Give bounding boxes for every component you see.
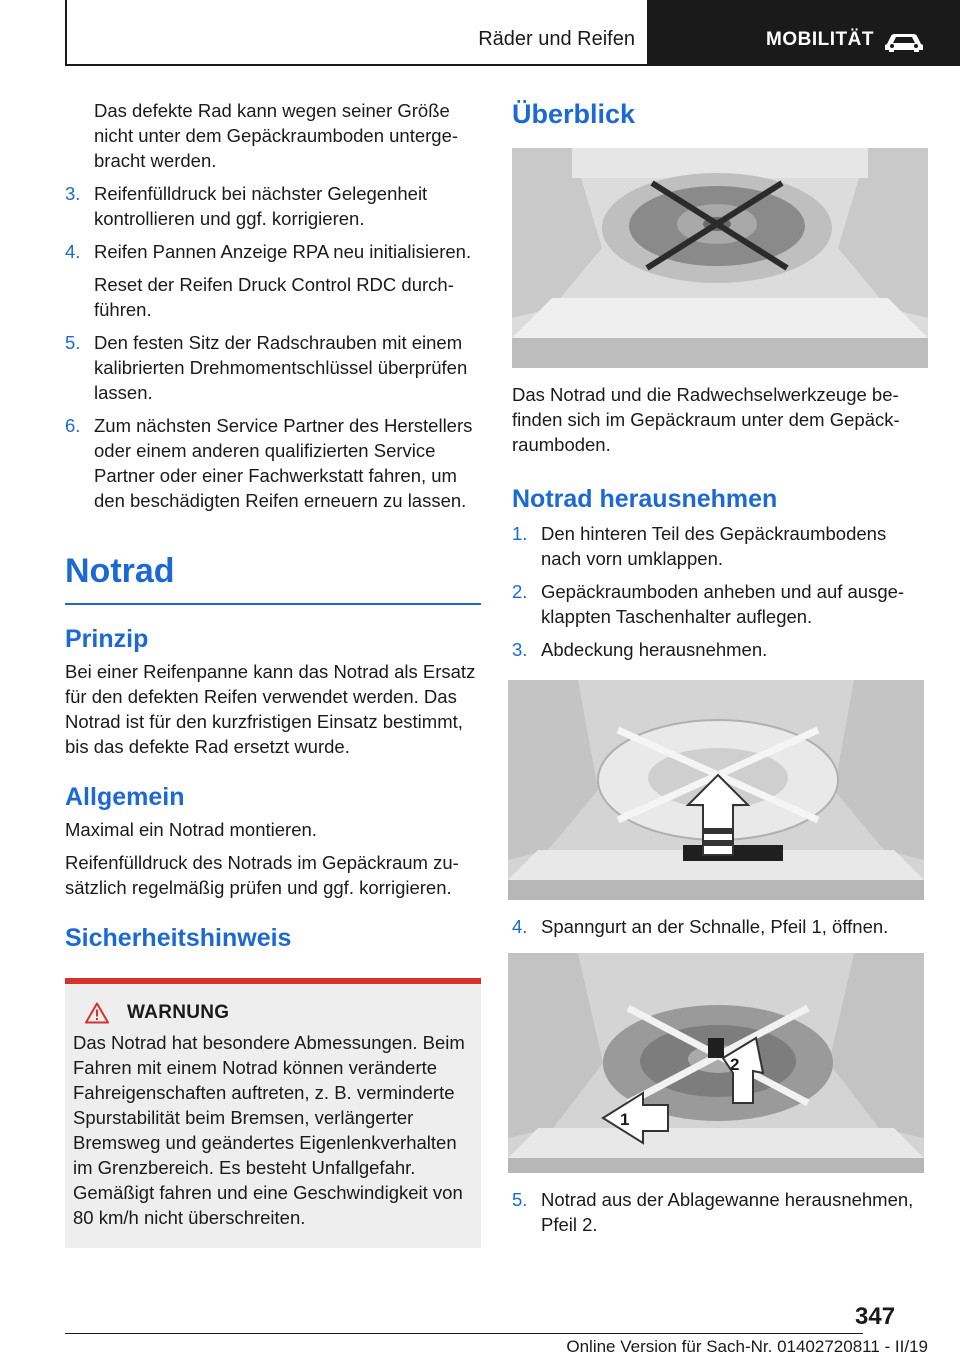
- list-item: [512, 579, 928, 629]
- figure-label-1: 1: [620, 1110, 630, 1129]
- figure-trunk-overview: [512, 148, 928, 368]
- footer-online-version: Online Version für Sach-Nr. 01402720811 - II/19: [566, 1337, 928, 1356]
- list-item: [512, 914, 928, 939]
- header-tab-label[interactable]: MOBILITÄT: [766, 29, 874, 50]
- warning-label: WARNUNG: [127, 1002, 230, 1023]
- step-text: Den festen Sitz der Radschrauben mit einem kalibrierten Drehmomentschlüssel überprüfen lassen.: [94, 332, 468, 403]
- step-number: 6.: [65, 415, 81, 436]
- allgemein-text-1: Maximal ein Notrad montieren.: [65, 819, 317, 840]
- step-text: Abdeckung herausnehmen.: [541, 639, 768, 660]
- allgemein-text-2: Reifenfülldruck des Notrads im Gepäckraum zusätzlich regelmäßig prüfen und ggf. korrigieren.: [65, 852, 459, 898]
- steps-list-left: [65, 181, 481, 513]
- sicherheit-heading: Sicherheitshinweis: [65, 924, 292, 952]
- list-item: [65, 330, 481, 405]
- intro-continuation: Das defekte Rad kann wegen seiner Größe nicht unter dem Gepäckraumboden untergebracht werden.: [94, 100, 459, 171]
- chapter-rule: [65, 603, 481, 605]
- step-text: Zum nächsten Service Partner des Herstellers oder einem anderen qualifizierten Service Partner oder einer Fachwerkstatt fahren, um den beschädigten Reifen erneuern zu lassen.: [94, 415, 473, 511]
- footer-rule: [65, 1333, 863, 1334]
- list-item: [65, 181, 481, 231]
- page-number: 347: [855, 1303, 896, 1330]
- allgemein-heading: Allgemein: [65, 783, 185, 811]
- figure-remove-cover: [508, 680, 924, 900]
- step-text: Reifen Pannen Anzeige RPA neu initialisieren.: [94, 241, 472, 262]
- prinzip-text: Bei einer Reifenpanne kann das Notrad als Ersatz für den defekten Reifen verwendet werden. Das Notrad ist für den kurzfristigen Einsatz bestimmt, bis das defekte Rad ersetzt wurde.: [65, 661, 476, 757]
- step-text: Spanngurt an der Schnalle, Pfeil 1, öffnen.: [541, 916, 889, 937]
- car-icon: [883, 30, 925, 54]
- warning-box: [65, 984, 481, 1248]
- prinzip-heading: Prinzip: [65, 625, 149, 653]
- step-extra-text: Reset der Reifen Druck Control RDC durchführen.: [94, 274, 454, 320]
- step-text: Reifenfülldruck bei nächster Gelegenheit kontrollieren und ggf. korrigieren.: [94, 183, 428, 229]
- step-number: 4.: [512, 916, 528, 937]
- warning-text: Das Notrad hat besondere Abmessungen. Beim Fahren mit einem Notrad können veränderte Fahreigenschaften auftreten, z. B. verminderte Spurstabilität beim Bremsen, verlängerter Bremsweg und geändertes Eigenlenkverhalten im Grenzbereich. Es besteht Unfallgefahr. Gemäßigt fahren und eine Geschwindigkeit von 80 km/h nicht überschreiten.: [73, 1032, 465, 1228]
- step-number: 4.: [65, 241, 81, 262]
- step-number: 1.: [512, 523, 528, 544]
- list-item: [512, 521, 928, 571]
- step-number: 2.: [512, 581, 528, 602]
- step-number: 5.: [65, 332, 81, 353]
- step-number: 3.: [512, 639, 528, 660]
- list-item: [65, 239, 481, 322]
- overview-text: Das Notrad und die Radwechselwerkzeuge befinden sich im Gepäckraum unter dem Gepäckraumboden.: [512, 384, 900, 455]
- header-section-title[interactable]: Räder und Reifen: [478, 28, 635, 50]
- step-number: 3.: [65, 183, 81, 204]
- header-left-rule: [65, 0, 67, 66]
- figure-open-strap: [508, 953, 924, 1173]
- chapter-title: Notrad: [65, 552, 175, 590]
- figure-label-2: 2: [730, 1055, 740, 1074]
- warning-triangle-icon: [85, 1002, 109, 1024]
- steps-list-right: [512, 521, 928, 662]
- step-text: Notrad aus der Ablagewanne herausnehmen, Pfeil 2.: [541, 1189, 914, 1235]
- right-column: [512, 98, 928, 1245]
- list-item: [65, 413, 481, 513]
- list-item: [512, 637, 928, 662]
- overview-heading: Überblick: [512, 99, 636, 129]
- step-text: Den hinteren Teil des Gepäckraumbodens nach vorn umklappen.: [541, 523, 887, 569]
- step-text: Gepäckraumboden anheben und auf ausgeklappten Taschenhalter auflegen.: [541, 581, 905, 627]
- left-column: [65, 98, 481, 1248]
- remove-heading: Notrad herausnehmen: [512, 485, 778, 513]
- header-rule: [65, 64, 960, 66]
- step-number: 5.: [512, 1189, 528, 1210]
- list-item: [512, 1187, 928, 1237]
